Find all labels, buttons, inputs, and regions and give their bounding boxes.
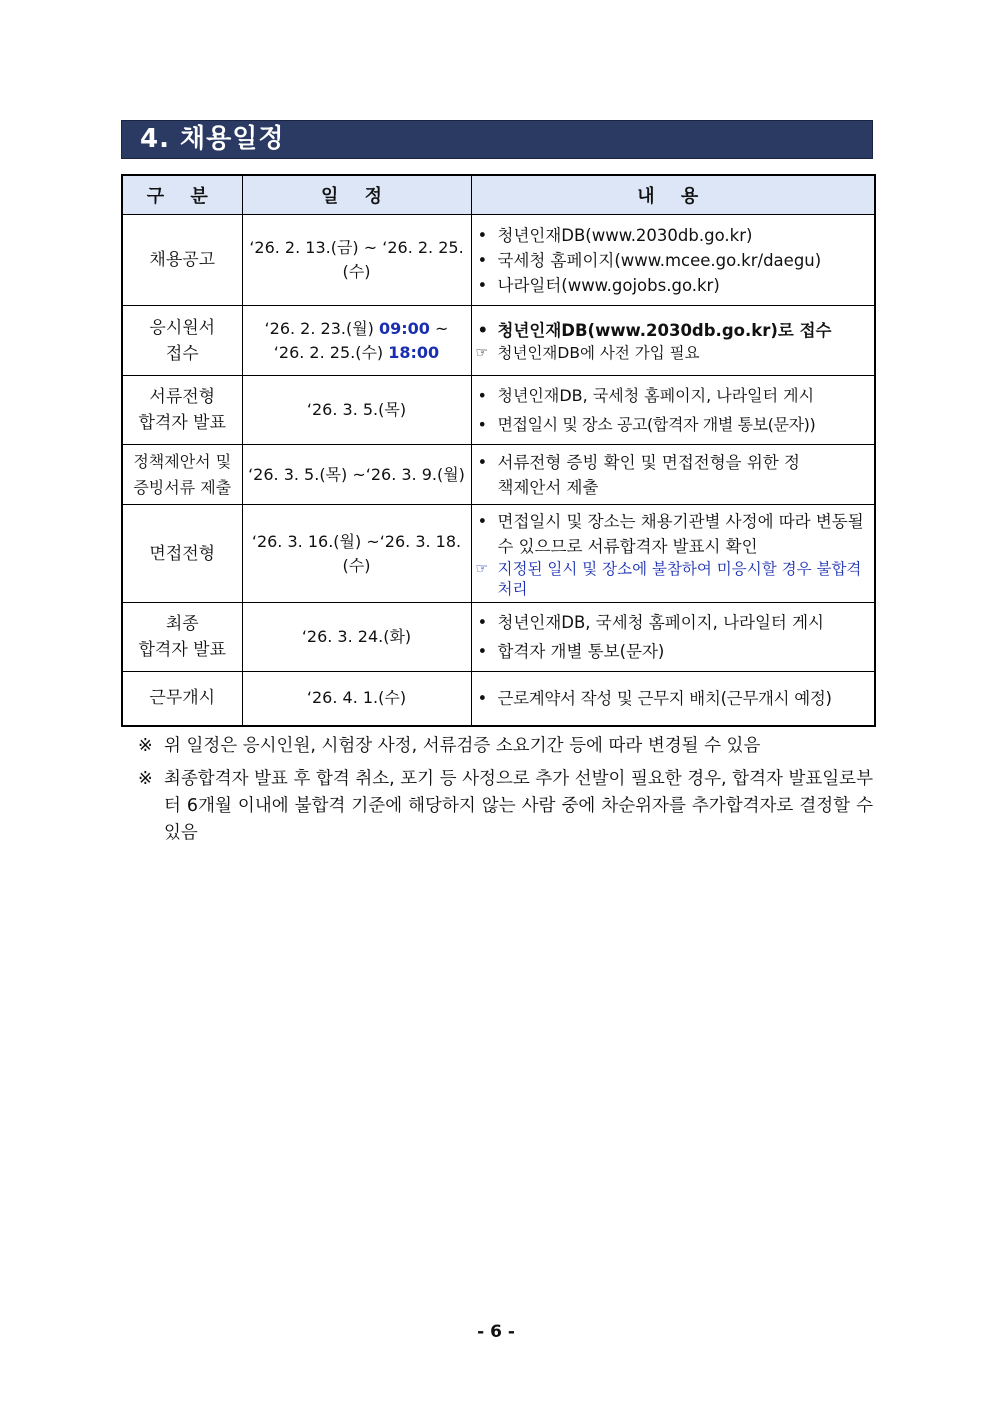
row-date: ‘26. 3. 16.(월) ~‘26. 3. 18.(수): [242, 505, 471, 603]
row-content: [471, 215, 875, 306]
row-category: 응시원서 접수: [122, 306, 242, 376]
note: ☞ 청년인재DB에 사전 가입 필요: [475, 344, 700, 362]
list-item: • 면접일시 및 장소 공고(합격자 개별 통보(문자)): [472, 410, 875, 439]
table-row: [122, 376, 875, 445]
row-content: [471, 445, 875, 505]
row-date: ‘26. 3. 5.(목): [242, 376, 471, 445]
schedule-table: [121, 174, 876, 727]
table-row: [122, 505, 875, 603]
row-date: ‘26. 3. 5.(목) ~‘26. 3. 9.(월): [242, 445, 471, 505]
reference-mark: ※: [138, 736, 153, 756]
list-item: • 합격자 개별 통보(문자): [472, 637, 875, 666]
list-item: • 청년인재DB(www.2030db.go.kr): [472, 223, 875, 248]
row-category: 채용공고: [122, 215, 242, 306]
list-item: • 청년인재DB, 국세청 홈페이지, 나라일터 게시: [472, 381, 875, 410]
list-item: • 근로계약서 작성 및 근무지 배치(근무개시 예정): [472, 686, 875, 711]
table-row: [122, 603, 875, 672]
table-row: [122, 215, 875, 306]
list-item: • 면접일시 및 장소는 채용기관별 사정에 따라 변동될 수 있으므로 서류합격자 발표시 확인: [472, 509, 875, 559]
header-content: 내 용: [471, 175, 875, 215]
page-number: - 6 -: [477, 1322, 515, 1342]
footnote: ※ 위 일정은 응시인원, 시험장 사정, 서류검증 소요기간 등에 따라 변경될 수 있음: [138, 733, 873, 760]
list-item: • 서류전형 증빙 확인 및 면접전형을 위한 정책제안서 제출: [472, 450, 875, 500]
row-category: 면접전형: [122, 505, 242, 603]
list-item: • 청년인재DB(www.2030db.go.kr)로 접수: [472, 318, 875, 343]
row-date: ‘26. 2. 23.(월) 09:00 ~ ‘26. 2. 25.(수) 18:00: [242, 306, 471, 376]
row-content: [471, 306, 875, 376]
row-date: ‘26. 2. 13.(금) ~ ‘26. 2. 25.(수): [242, 215, 471, 306]
row-category: 최종 합격자 발표: [122, 603, 242, 672]
pointing-hand-icon: ☞: [475, 345, 489, 361]
footnote: ※ 최종합격자 발표 후 합격 취소, 포기 등 사정으로 추가 선발이 필요한 경우, 합격자 발표일로부터 6개월 이내에 불합격 기준에 해당하지 않는 사람 중에 차순위자를 추가합격자로 결정할 수 있음: [138, 766, 873, 847]
row-category: 서류전형 합격자 발표: [122, 376, 242, 445]
header-category: 구 분: [122, 175, 242, 215]
row-date: ‘26. 3. 24.(화): [242, 603, 471, 672]
table-row: [122, 306, 875, 376]
section-title: 4. 채용일정: [121, 120, 873, 159]
row-date: ‘26. 4. 1.(수): [242, 672, 471, 726]
note: ☞ 지정된 일시 및 장소에 불참하여 미응시할 경우 불합격 처리: [475, 559, 862, 598]
list-item: • 국세청 홈페이지(www.mcee.go.kr/daegu): [472, 248, 875, 273]
reference-mark: ※: [138, 769, 153, 789]
row-category: 근무개시: [122, 672, 242, 726]
table-row: [122, 672, 875, 726]
list-item: • 청년인재DB, 국세청 홈페이지, 나라일터 게시: [472, 608, 875, 637]
row-content: [471, 603, 875, 672]
row-category: 정책제안서 및 증빙서류 제출: [122, 445, 242, 505]
row-content: [471, 376, 875, 445]
pointing-hand-icon: ☞: [475, 560, 489, 577]
table-header-row: [122, 175, 875, 215]
table-row: [122, 445, 875, 505]
list-item: • 나라일터(www.gojobs.go.kr): [472, 273, 875, 298]
row-content: [471, 505, 875, 603]
header-date: 일 정: [242, 175, 471, 215]
row-content: [471, 672, 875, 726]
